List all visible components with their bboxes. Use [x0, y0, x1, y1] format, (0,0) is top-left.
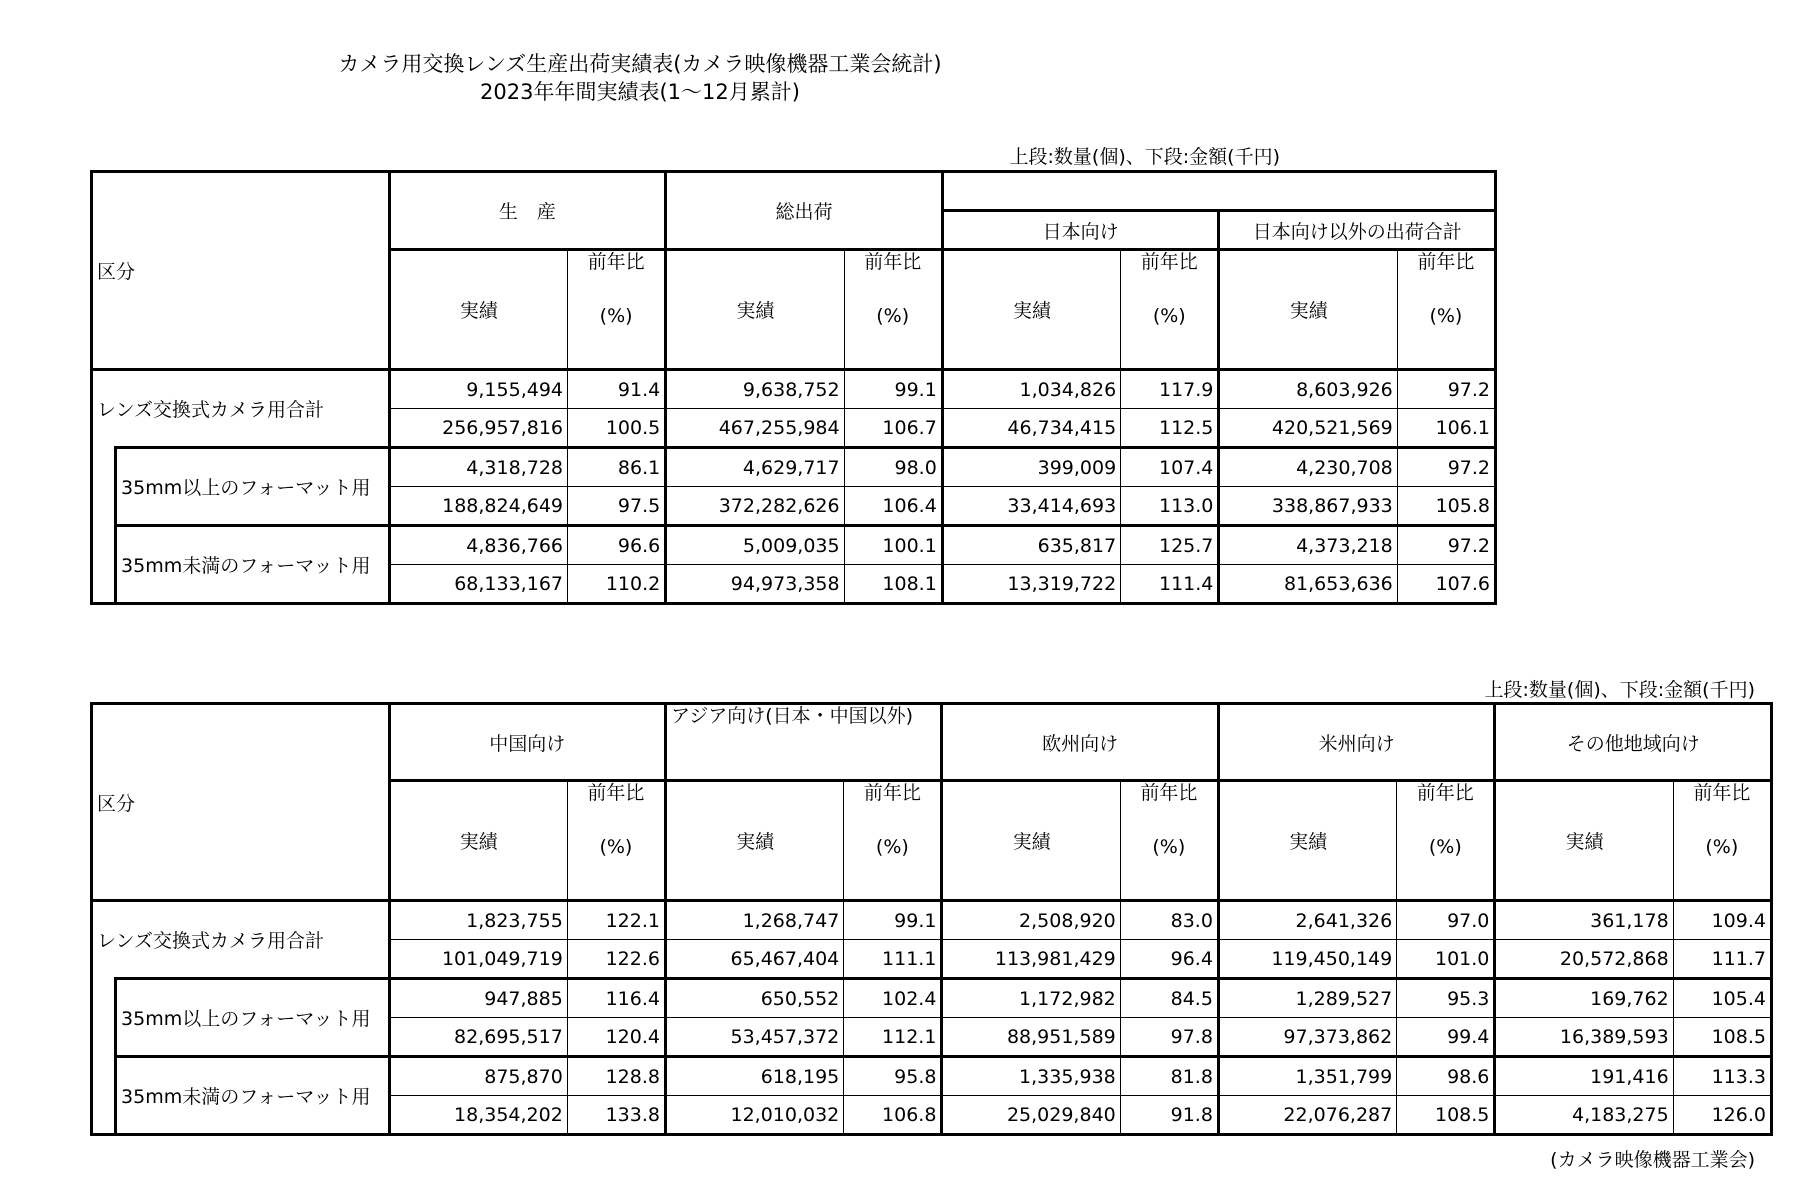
- title-line-2: 2023年年間実績表(1～12月累計): [480, 80, 800, 104]
- cell: 97.2: [1397, 448, 1495, 487]
- cell: 97,373,862: [1218, 1018, 1396, 1057]
- cell: 84.5: [1120, 979, 1218, 1018]
- cell: 113,981,429: [942, 940, 1120, 979]
- cell: 191,416: [1495, 1057, 1673, 1096]
- cell: 94,973,358: [666, 565, 844, 604]
- production-header: 生 産: [389, 172, 666, 250]
- cell: 108.5: [1673, 1018, 1771, 1057]
- unit-note-table-2: 上段:数量(個)、下段:金額(千円): [1484, 679, 1755, 701]
- non-japan-yoy-header: 前年比 (%): [1397, 250, 1495, 370]
- kubun-header: 区分: [92, 172, 390, 370]
- cell: 106.1: [1397, 409, 1495, 448]
- production-yoy-header: 前年比 (%): [568, 250, 666, 370]
- cell: 106.4: [844, 487, 942, 526]
- regional-shipment-table: [90, 702, 1773, 1136]
- cell: 91.8: [1120, 1096, 1218, 1135]
- cell: 105.4: [1673, 979, 1771, 1018]
- cell: 338,867,933: [1219, 487, 1397, 526]
- cell: 420,521,569: [1219, 409, 1397, 448]
- america-header: 米州向け: [1218, 704, 1494, 781]
- cell: 2,641,326: [1218, 901, 1396, 940]
- cell: 372,282,626: [666, 487, 844, 526]
- kubun-header: 区分: [92, 704, 390, 901]
- japan-header: 日本向け: [942, 211, 1219, 250]
- table-row: [92, 1057, 1772, 1096]
- table-row: [92, 370, 1496, 409]
- cell: 1,172,982: [942, 979, 1120, 1018]
- cell: 635,817: [942, 526, 1120, 565]
- cell: 111.4: [1121, 565, 1219, 604]
- china-header: 中国向け: [389, 704, 665, 781]
- cell: 1,823,755: [389, 901, 567, 940]
- cell: 188,824,649: [389, 487, 567, 526]
- cell: 46,734,415: [942, 409, 1120, 448]
- cell: 16,389,593: [1495, 1018, 1673, 1057]
- cell: 81.8: [1120, 1057, 1218, 1096]
- source-note: (カメラ映像機器工業会): [1550, 1149, 1755, 1171]
- cell: 111.7: [1673, 940, 1771, 979]
- cell: 4,373,218: [1219, 526, 1397, 565]
- cell: 113.0: [1121, 487, 1219, 526]
- cell: 116.4: [567, 979, 665, 1018]
- page-title: [0, 50, 1280, 106]
- asia-yoy-header: 前年比 (%): [844, 781, 942, 901]
- cell: 107.6: [1397, 565, 1495, 604]
- cell: 111.1: [844, 940, 942, 979]
- production-actual-header: 実績: [389, 250, 567, 370]
- row-label-ge35: 35mm以上のフォーマット用: [116, 448, 390, 526]
- cell: 98.0: [844, 448, 942, 487]
- cell: 97.2: [1397, 526, 1495, 565]
- cell: 107.4: [1121, 448, 1219, 487]
- cell: 650,552: [665, 979, 843, 1018]
- cell: 106.8: [844, 1096, 942, 1135]
- cell: 113.3: [1673, 1057, 1771, 1096]
- row-label-ge35: 35mm以上のフォーマット用: [116, 979, 389, 1057]
- cell: 399,009: [942, 448, 1120, 487]
- cell: 125.7: [1121, 526, 1219, 565]
- cell: 128.8: [567, 1057, 665, 1096]
- cell: 109.4: [1673, 901, 1771, 940]
- cell: 53,457,372: [665, 1018, 843, 1057]
- cell: 9,638,752: [666, 370, 844, 409]
- america-yoy-header: 前年比 (%): [1397, 781, 1495, 901]
- cell: 9,155,494: [389, 370, 567, 409]
- production-shipment-table: [90, 170, 1497, 605]
- cell: 12,010,032: [665, 1096, 843, 1135]
- cell: 82,695,517: [389, 1018, 567, 1057]
- cell: 467,255,984: [666, 409, 844, 448]
- cell: 97.0: [1397, 901, 1495, 940]
- cell: 112.5: [1121, 409, 1219, 448]
- row-label-lt35: 35mm未満のフォーマット用: [116, 1057, 389, 1135]
- total-shipment-header: 総出荷: [666, 172, 943, 250]
- table-row: [92, 448, 1496, 487]
- non-japan-actual-header: 実績: [1219, 250, 1397, 370]
- cell: 97.8: [1120, 1018, 1218, 1057]
- row-label-lt35: 35mm未満のフォーマット用: [116, 526, 390, 604]
- total-shipment-actual-header: 実績: [666, 250, 844, 370]
- cell: 88,951,589: [942, 1018, 1120, 1057]
- cell: 618,195: [665, 1057, 843, 1096]
- cell: 875,870: [389, 1057, 567, 1096]
- cell: 4,230,708: [1219, 448, 1397, 487]
- other-region-header: その他地域向け: [1495, 704, 1772, 781]
- cell: 105.8: [1397, 487, 1495, 526]
- cell: 97.2: [1397, 370, 1495, 409]
- cell: 20,572,868: [1495, 940, 1673, 979]
- cell: 81,653,636: [1219, 565, 1397, 604]
- cell: 361,178: [1495, 901, 1673, 940]
- cell: 1,289,527: [1218, 979, 1396, 1018]
- cell: 100.5: [568, 409, 666, 448]
- japan-yoy-header: 前年比 (%): [1121, 250, 1219, 370]
- row-label-total: レンズ交換式カメラ用合計: [92, 370, 390, 448]
- cell: 1,351,799: [1218, 1057, 1396, 1096]
- cell: 100.1: [844, 526, 942, 565]
- cell: 120.4: [567, 1018, 665, 1057]
- table-row: [92, 526, 1496, 565]
- cell: 4,318,728: [389, 448, 567, 487]
- asia-actual-header: 実績: [665, 781, 843, 901]
- cell: 102.4: [844, 979, 942, 1018]
- europe-header: 欧州向け: [942, 704, 1218, 781]
- cell: 2,508,920: [942, 901, 1120, 940]
- europe-actual-header: 実績: [942, 781, 1120, 901]
- asia-header: アジア向け(日本・中国以外): [665, 704, 941, 781]
- cell: 99.1: [844, 370, 942, 409]
- cell: 95.8: [844, 1057, 942, 1096]
- cell: 68,133,167: [389, 565, 567, 604]
- china-yoy-header: 前年比 (%): [567, 781, 665, 901]
- cell: 4,183,275: [1495, 1096, 1673, 1135]
- cell: 25,029,840: [942, 1096, 1120, 1135]
- cell: 13,319,722: [942, 565, 1120, 604]
- cell: 22,076,287: [1218, 1096, 1396, 1135]
- cell: 117.9: [1121, 370, 1219, 409]
- cell: 96.6: [568, 526, 666, 565]
- cell: 122.6: [567, 940, 665, 979]
- other-yoy-header: 前年比 (%): [1673, 781, 1771, 901]
- cell: 108.1: [844, 565, 942, 604]
- cell: 110.2: [568, 565, 666, 604]
- cell: 99.4: [1397, 1018, 1495, 1057]
- china-actual-header: 実績: [389, 781, 567, 901]
- cell: 169,762: [1495, 979, 1673, 1018]
- table-row: [92, 901, 1772, 940]
- non-japan-header: 日本向け以外の出荷合計: [1219, 211, 1496, 250]
- cell: 4,629,717: [666, 448, 844, 487]
- cell: 106.7: [844, 409, 942, 448]
- cell: 65,467,404: [665, 940, 843, 979]
- unit-note-table-1: 上段:数量(個)、下段:金額(千円): [1009, 146, 1280, 168]
- cell: 112.1: [844, 1018, 942, 1057]
- shipment-breakdown-spacer: [942, 172, 1495, 211]
- cell: 91.4: [568, 370, 666, 409]
- cell: 101,049,719: [389, 940, 567, 979]
- cell: 33,414,693: [942, 487, 1120, 526]
- cell: 256,957,816: [389, 409, 567, 448]
- cell: 86.1: [568, 448, 666, 487]
- cell: 96.4: [1120, 940, 1218, 979]
- cell: 18,354,202: [389, 1096, 567, 1135]
- japan-actual-header: 実績: [942, 250, 1120, 370]
- cell: 133.8: [567, 1096, 665, 1135]
- cell: 119,450,149: [1218, 940, 1396, 979]
- other-actual-header: 実績: [1495, 781, 1673, 901]
- cell: 947,885: [389, 979, 567, 1018]
- cell: 99.1: [844, 901, 942, 940]
- table-row: [92, 979, 1772, 1018]
- cell: 97.5: [568, 487, 666, 526]
- cell: 98.6: [1397, 1057, 1495, 1096]
- indent-spacer: [92, 448, 116, 604]
- cell: 5,009,035: [666, 526, 844, 565]
- europe-yoy-header: 前年比 (%): [1120, 781, 1218, 901]
- cell: 126.0: [1673, 1096, 1771, 1135]
- cell: 1,335,938: [942, 1057, 1120, 1096]
- cell: 122.1: [567, 901, 665, 940]
- indent-spacer: [92, 979, 116, 1135]
- total-shipment-yoy-header: 前年比 (%): [844, 250, 942, 370]
- row-label-total: レンズ交換式カメラ用合計: [92, 901, 390, 979]
- cell: 108.5: [1397, 1096, 1495, 1135]
- title-line-1: カメラ用交換レンズ生産出荷実績表(カメラ映像機器工業会統計): [338, 52, 942, 76]
- america-actual-header: 実績: [1218, 781, 1396, 901]
- cell: 83.0: [1120, 901, 1218, 940]
- cell: 8,603,926: [1219, 370, 1397, 409]
- cell: 4,836,766: [389, 526, 567, 565]
- cell: 95.3: [1397, 979, 1495, 1018]
- cell: 1,034,826: [942, 370, 1120, 409]
- cell: 1,268,747: [665, 901, 843, 940]
- cell: 101.0: [1397, 940, 1495, 979]
